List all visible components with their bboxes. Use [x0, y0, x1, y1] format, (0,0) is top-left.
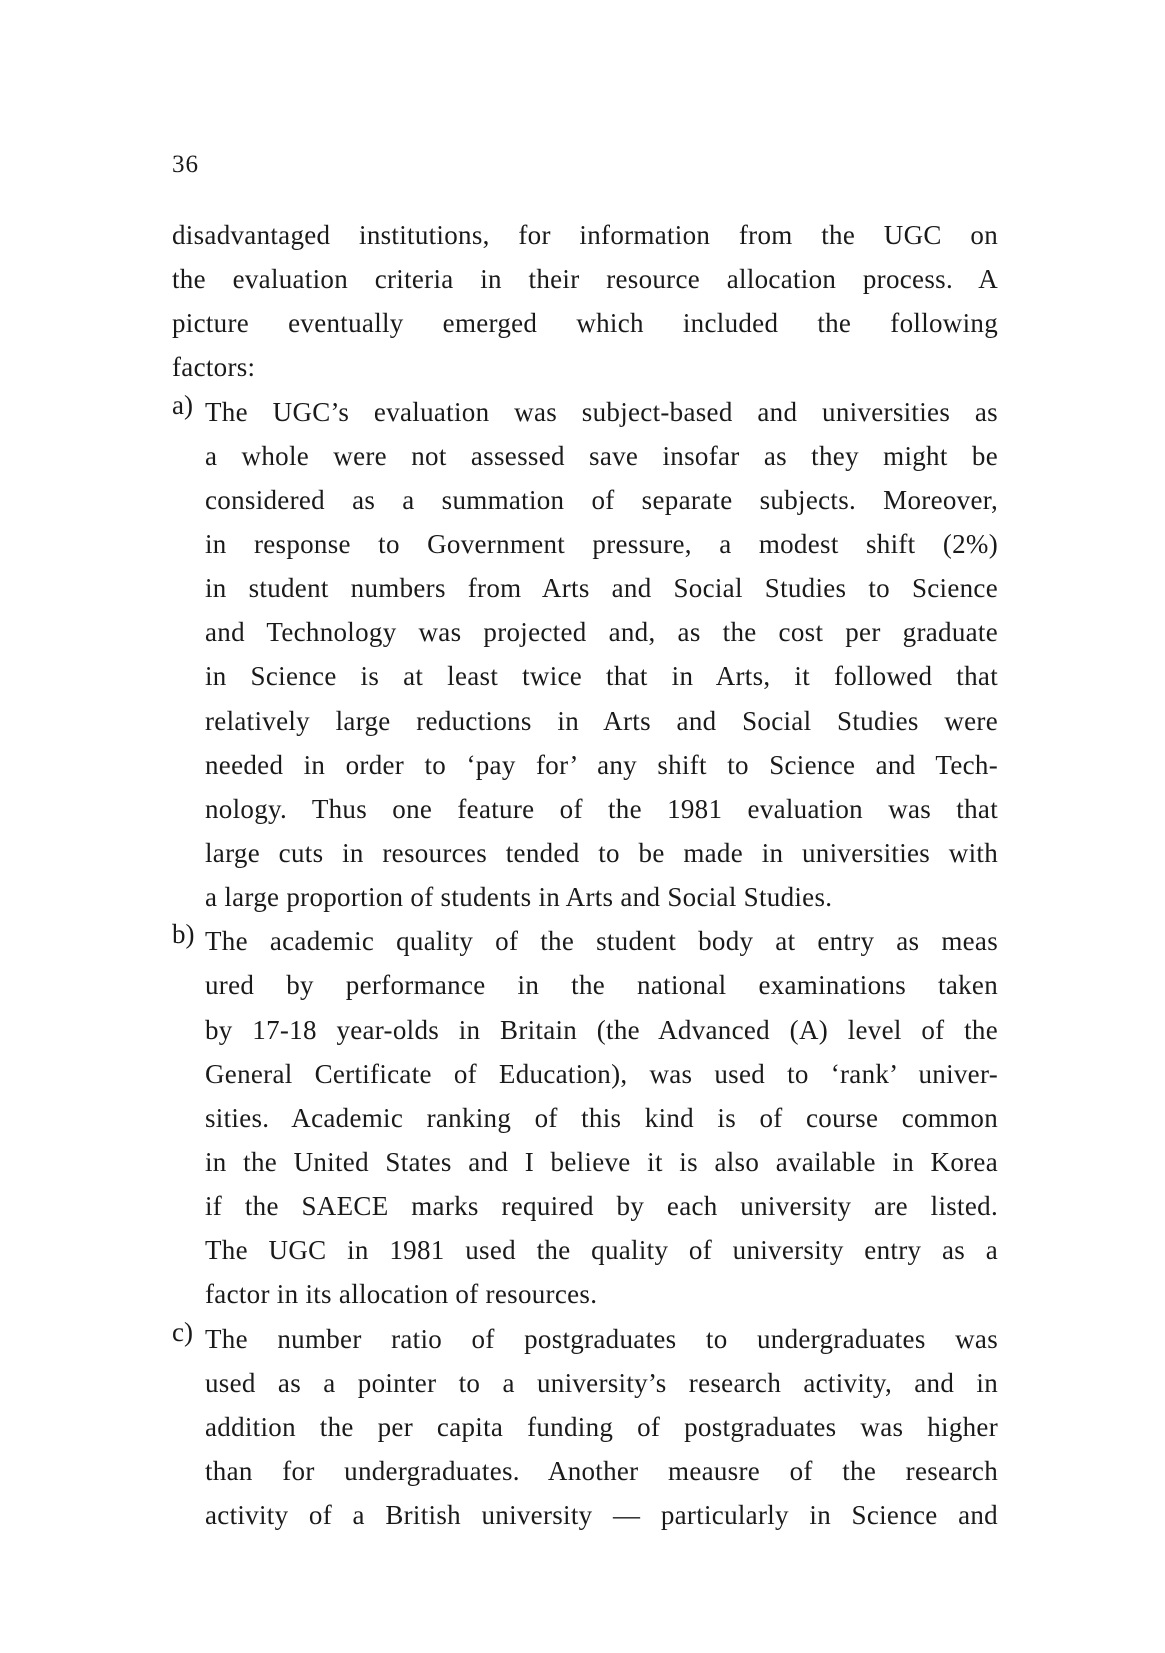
list-item-line: activity of a British university — particularly in Science and — [205, 1500, 998, 1531]
list-item-line: large cuts in resources tended to be made in universities with — [205, 837, 998, 868]
list-item-line: General Certificate of Education), was used to ‘rank’ univer- — [205, 1058, 998, 1089]
list-item-line: ured by performance in the national examinations taken — [205, 970, 998, 1001]
list-item-line: and Technology was projected and, as the cost per graduate — [205, 617, 998, 648]
list-item — [172, 919, 998, 1316]
list-item-line: than for undergraduates. Another meausre of the research — [205, 1455, 998, 1486]
list-item-line: used as a pointer to a university’s research activity, and in — [205, 1367, 998, 1398]
list-item-line: in student numbers from Arts and Social Studies to Science — [205, 573, 998, 604]
list-item-line: in response to Government pressure, a modest shift (2%) — [205, 528, 998, 559]
list-item-line: in the United States and I believe it is also available in Korea — [205, 1146, 998, 1177]
list-item-first-line — [172, 1317, 998, 1361]
list-item-line: if the SAECE marks required by each university are listed. — [205, 1191, 998, 1222]
intro-line: disadvantaged institutions, for information from the UGC on — [172, 220, 998, 250]
intro-line: picture eventually emerged which included the following — [172, 308, 998, 339]
list-item-line: considered as a summation of separate subjects. Moreover, — [205, 484, 998, 515]
list-item-line: The UGC in 1981 used the quality of university entry as a — [205, 1235, 998, 1266]
intro-paragraph — [172, 213, 998, 390]
body-text — [172, 213, 998, 1537]
list-item — [172, 1317, 998, 1538]
list-item-line: addition the per capita funding of postgraduates was higher — [205, 1411, 998, 1442]
list-item-first-line — [172, 390, 998, 434]
list-item-line: relatively large reductions in Arts and Social Studies were — [205, 705, 998, 736]
list-item-line: The UGC’s evaluation was subject-based and universities as — [205, 396, 998, 427]
list-item-line: The number ratio of postgraduates to undergraduates was — [205, 1323, 998, 1354]
list-item-first-line — [172, 919, 998, 963]
list-item-line: The academic quality of the student body at entry as meas — [205, 926, 998, 957]
list-item-line: factor in its allocation of resources. — [205, 1279, 598, 1310]
list-item-line: sities. Academic ranking of this kind is of course common — [205, 1102, 998, 1133]
list-item-line: in Science is at least twice that in Arts, it followed that — [205, 661, 998, 692]
list-item-line: a large proportion of students in Arts and Social Studies. — [205, 882, 833, 913]
list-item-line: nology. Thus one feature of the 1981 evaluation was that — [205, 793, 998, 824]
page-number: 36 — [172, 151, 199, 178]
list-item — [172, 390, 998, 920]
list-item-marker: c) — [172, 1316, 193, 1347]
list-item-line: a whole were not assessed save insofar as they might be — [205, 440, 998, 471]
list-item-marker: b) — [172, 919, 195, 950]
list-item-marker: a) — [172, 389, 193, 420]
list-item-line: by 17-18 year-olds in Britain (the Advanced (A) level of the — [205, 1014, 998, 1045]
intro-line: factors: — [172, 352, 256, 383]
intro-line: the evaluation criteria in their resource allocation process. A — [172, 264, 998, 295]
list-item-line: needed in order to ‘pay for’ any shift to Science and Tech- — [205, 749, 998, 780]
